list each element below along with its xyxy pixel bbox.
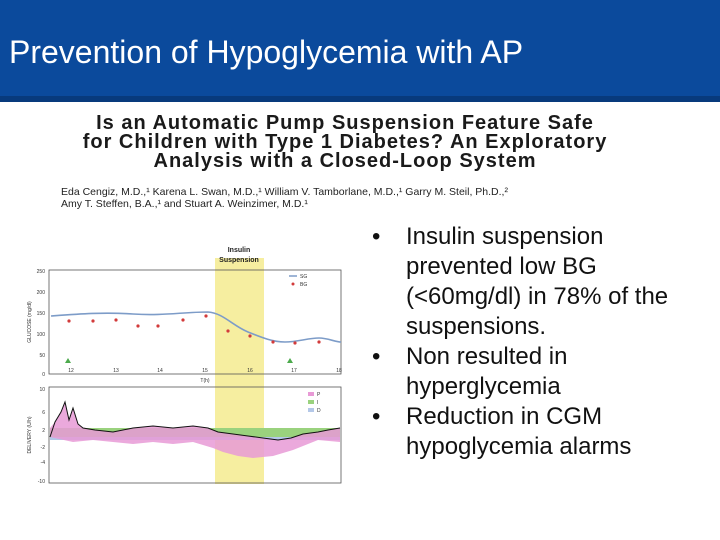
bullet-list: [366, 222, 716, 462]
suspension-label-2: Suspension: [219, 257, 259, 264]
legend-p: P: [317, 392, 321, 398]
x-tick: 18: [336, 368, 342, 374]
title-bar: [0, 0, 720, 102]
sg-line: [51, 312, 341, 342]
bullet-item: [366, 402, 716, 462]
x-tick: 14: [157, 368, 163, 374]
paper-header-image: [25, 108, 665, 218]
bottom-y-tick: 6: [42, 410, 45, 416]
bullet-text: Insulin suspension prevented low BG (<60mg/dl) in 78% of the suspensions.: [406, 223, 669, 340]
bg-point: [91, 319, 94, 322]
bottom-y-label: DELIVERY (U/h): [27, 416, 33, 454]
legend-sg: SG: [300, 274, 308, 280]
bottom-y-tick: -10: [37, 479, 45, 485]
top-y-tick: 150: [36, 311, 45, 317]
bg-point: [248, 334, 251, 337]
bg-point: [114, 318, 117, 321]
bullet-dot: •: [372, 223, 381, 250]
bg-point: [293, 341, 296, 344]
x-tick: 17: [291, 368, 297, 374]
bullet-text: Non resulted in hyperglycemia: [406, 343, 568, 400]
x-tick: 12: [68, 368, 74, 374]
bottom-y-ticks: [38, 387, 45, 485]
bottom-y-tick: 10: [39, 387, 45, 393]
bg-point: [271, 340, 274, 343]
legend-i: I: [317, 400, 319, 406]
slide-title: Prevention of Hypoglycemia with AP: [9, 34, 524, 70]
top-y-tick: 100: [36, 332, 45, 338]
bullet-item: [366, 222, 716, 342]
paper-title-line: for Children with Type 1 Diabetes? An Exploratory: [82, 131, 608, 153]
x-tick: 15: [202, 368, 208, 374]
legend-d: D: [317, 408, 321, 414]
legend-i-swatch: [308, 400, 314, 404]
paper-authors-line: Amy T. Steffen, B.A.,¹ and Stuart A. Weinzimer, M.D.¹: [61, 198, 308, 210]
top-y-tick: 200: [36, 290, 45, 296]
paper-authors: [61, 186, 508, 210]
bg-points: [67, 314, 320, 344]
x-tick: 16: [247, 368, 253, 374]
top-y-tick: 50: [39, 353, 45, 359]
bg-point: [136, 324, 139, 327]
bottom-legend: [308, 392, 321, 414]
top-legend: [289, 274, 307, 288]
suspension-label-1: Insulin: [227, 247, 251, 254]
bottom-y-tick: 2: [42, 428, 45, 434]
paper-title-line: Analysis with a Closed-Loop System: [153, 150, 537, 172]
x-label: T(h): [200, 378, 210, 384]
event-marker: [65, 358, 71, 363]
bullet-dot: •: [372, 343, 381, 370]
bg-point: [156, 324, 159, 327]
legend-d-swatch: [308, 408, 314, 412]
bg-point: [181, 318, 184, 321]
bullet-text: Reduction in CGM hypoglycemia alarms: [406, 403, 632, 460]
bg-point: [226, 329, 229, 332]
legend-bg: BG: [300, 282, 308, 288]
paper-title: [25, 114, 665, 171]
top-y-tick: 0: [42, 372, 45, 378]
paper-title-line: Is an Automatic Pump Suspension Feature Safe: [96, 112, 594, 134]
bullet-dot: •: [372, 403, 381, 430]
event-marker: [287, 358, 293, 363]
title-bar-edge: [0, 96, 720, 102]
bg-point: [67, 319, 70, 322]
bottom-y-tick: -2: [40, 445, 45, 451]
bg-point: [317, 340, 320, 343]
bg-point: [204, 314, 207, 317]
top-y-tick: 250: [36, 269, 45, 275]
x-tick: 13: [113, 368, 119, 374]
top-y-label: GLUCOSE (mg/dl): [27, 301, 33, 343]
bullet-item: [366, 342, 716, 402]
legend-bg-swatch: [292, 283, 295, 286]
paper-authors-line: Eda Cengiz, M.D.,¹ Karena L. Swan, M.D.,¹ William V. Tamborlane, M.D.,¹ Garry M. Steil, Ph.D.,²: [61, 186, 508, 198]
top-y-ticks: [37, 269, 46, 378]
bottom-y-tick: -4: [40, 460, 45, 466]
glucose-delivery-figure: [23, 242, 345, 488]
x-ticks: [68, 368, 342, 374]
legend-p-swatch: [308, 392, 314, 396]
